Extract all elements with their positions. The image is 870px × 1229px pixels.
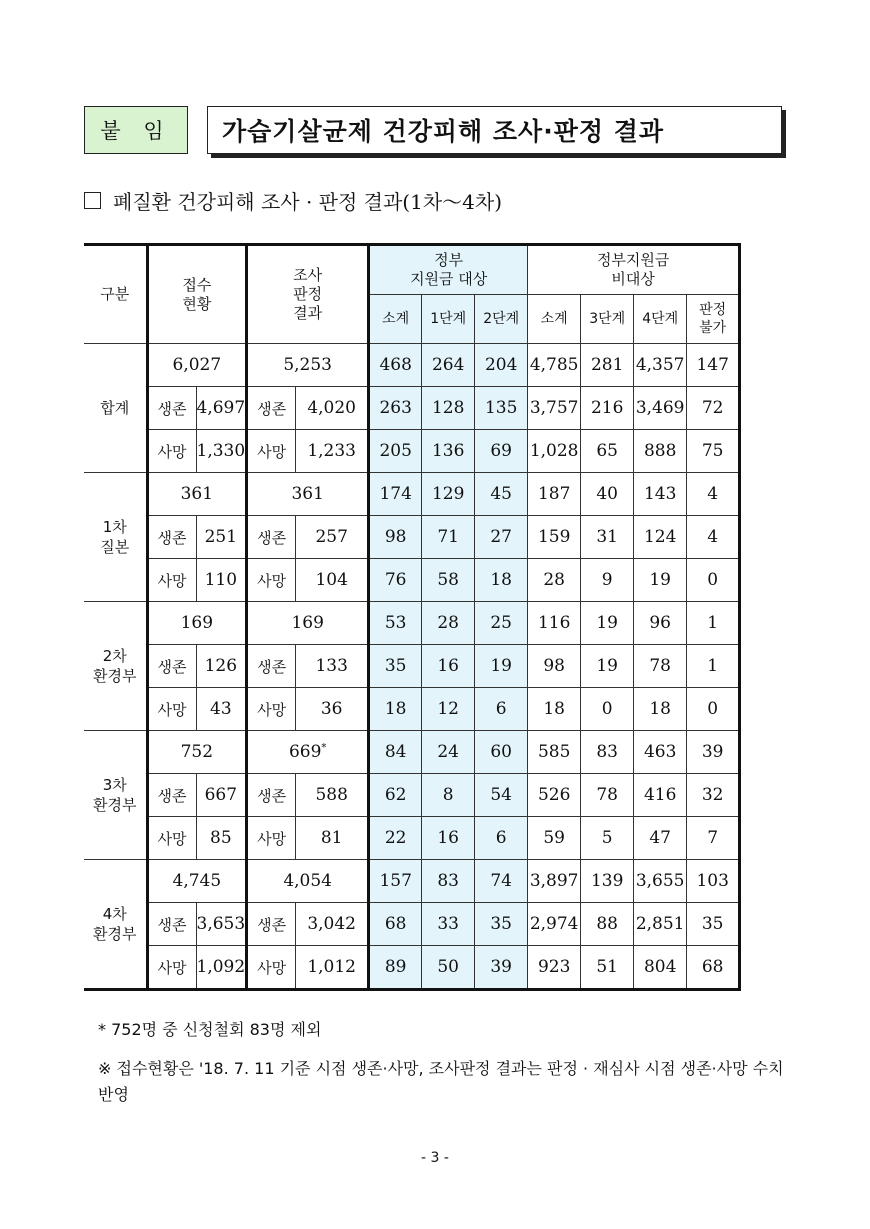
reception-total: 169 [147,602,247,645]
header-subtotal-non: 소계 [528,295,581,344]
non-stage4: 463 [634,731,687,774]
survive-label: 생존 [147,774,196,817]
support-stage1: 128 [422,387,475,430]
support-stage1: 28 [422,602,475,645]
non-stage3: 216 [581,387,634,430]
support-subtotal: 68 [369,903,422,946]
reception-survive: 251 [196,516,247,559]
non-subtotal: 1,028 [528,430,581,473]
non-stage3: 281 [581,344,634,387]
investigation-death: 36 [296,688,369,731]
investigation-survive: 3,042 [296,903,369,946]
page-number: - 3 - [421,1150,449,1166]
death-label: 사망 [147,946,196,990]
non-stage3: 19 [581,602,634,645]
reception-survive: 3,653 [196,903,247,946]
support-subtotal: 76 [369,559,422,602]
non-stage3: 65 [581,430,634,473]
death-label: 사망 [247,688,296,731]
support-subtotal: 98 [369,516,422,559]
support-stage2: 6 [475,688,528,731]
death-label: 사망 [247,946,296,990]
support-stage1: 33 [422,903,475,946]
non-stage3: 83 [581,731,634,774]
table-row [84,559,740,602]
table-row [84,817,740,860]
table-row [84,903,740,946]
support-stage2: 74 [475,860,528,903]
non-stage3: 88 [581,903,634,946]
non-stage4: 47 [634,817,687,860]
non-undetermined: 32 [687,774,740,817]
non-subtotal: 59 [528,817,581,860]
reception-total: 752 [147,731,247,774]
non-undetermined: 147 [687,344,740,387]
support-subtotal: 89 [369,946,422,990]
support-subtotal: 62 [369,774,422,817]
non-stage3: 19 [581,645,634,688]
investigation-survive: 257 [296,516,369,559]
non-undetermined: 103 [687,860,740,903]
table-row [84,860,740,903]
header-stage1: 1단계 [422,295,475,344]
header-non-support: 정부지원금 비대상 [528,245,740,295]
reception-total: 361 [147,473,247,516]
survive-label: 생존 [247,516,296,559]
non-stage4: 124 [634,516,687,559]
investigation-survive: 133 [296,645,369,688]
table-row [84,688,740,731]
non-stage4: 3,655 [634,860,687,903]
support-stage1: 24 [422,731,475,774]
reception-survive: 667 [196,774,247,817]
investigation-death: 81 [296,817,369,860]
non-subtotal: 3,757 [528,387,581,430]
header-reception: 접수 현황 [147,245,247,344]
death-label: 사망 [147,430,196,473]
survive-label: 생존 [147,387,196,430]
survive-label: 생존 [247,645,296,688]
investigation-total: 669* [247,731,369,774]
non-undetermined: 7 [687,817,740,860]
death-label: 사망 [147,559,196,602]
support-stage2: 6 [475,817,528,860]
table-row [84,344,740,387]
support-stage1: 12 [422,688,475,731]
reception-death: 43 [196,688,247,731]
death-label: 사망 [147,817,196,860]
support-subtotal: 263 [369,387,422,430]
support-stage2: 54 [475,774,528,817]
non-stage3: 51 [581,946,634,990]
non-stage4: 3,469 [634,387,687,430]
non-stage4: 78 [634,645,687,688]
table-row [84,731,740,774]
reception-death: 110 [196,559,247,602]
non-stage3: 9 [581,559,634,602]
investigation-death: 1,012 [296,946,369,990]
survive-label: 생존 [247,387,296,430]
support-stage2: 69 [475,430,528,473]
investigation-survive: 588 [296,774,369,817]
non-subtotal: 585 [528,731,581,774]
table-row [84,602,740,645]
non-subtotal: 4,785 [528,344,581,387]
support-stage2: 25 [475,602,528,645]
death-label: 사망 [247,817,296,860]
reception-total: 6,027 [147,344,247,387]
death-label: 사망 [247,430,296,473]
support-subtotal: 18 [369,688,422,731]
header-stage4: 4단계 [634,295,687,344]
non-stage4: 19 [634,559,687,602]
support-stage2: 18 [475,559,528,602]
group-label: 합계 [84,344,147,473]
non-undetermined: 1 [687,645,740,688]
support-subtotal: 174 [369,473,422,516]
support-stage2: 135 [475,387,528,430]
non-undetermined: 35 [687,903,740,946]
header-stage3: 3단계 [581,295,634,344]
reception-death: 85 [196,817,247,860]
support-stage1: 129 [422,473,475,516]
non-subtotal: 187 [528,473,581,516]
non-undetermined: 4 [687,516,740,559]
non-subtotal: 2,974 [528,903,581,946]
table-row [84,516,740,559]
support-subtotal: 205 [369,430,422,473]
table-row [84,387,740,430]
death-label: 사망 [147,688,196,731]
non-subtotal: 28 [528,559,581,602]
section-heading-text: 폐질환 건강피해 조사 · 판정 결과(1차～4차) [113,190,502,214]
group-label: 3차 환경부 [84,731,147,860]
support-stage1: 83 [422,860,475,903]
support-subtotal: 53 [369,602,422,645]
non-stage4: 96 [634,602,687,645]
table-row [84,430,740,473]
non-stage4: 2,851 [634,903,687,946]
checkbox-square-icon [84,192,101,209]
non-stage3: 0 [581,688,634,731]
non-undetermined: 72 [687,387,740,430]
section-heading [84,186,502,215]
support-subtotal: 84 [369,731,422,774]
non-stage3: 31 [581,516,634,559]
survive-label: 생존 [247,903,296,946]
non-subtotal: 526 [528,774,581,817]
footnote-mark: * [321,742,327,754]
header-stage2: 2단계 [475,295,528,344]
non-undetermined: 75 [687,430,740,473]
support-subtotal: 157 [369,860,422,903]
group-label: 1차 질본 [84,473,147,602]
support-stage2: 39 [475,946,528,990]
support-subtotal: 468 [369,344,422,387]
non-subtotal: 116 [528,602,581,645]
table-row [84,774,740,817]
table-row [84,645,740,688]
survive-label: 생존 [147,516,196,559]
non-stage3: 40 [581,473,634,516]
reception-death: 1,330 [196,430,247,473]
attachment-tag: 붙 임 [84,106,188,154]
non-undetermined: 0 [687,559,740,602]
non-stage4: 18 [634,688,687,731]
survive-label: 생존 [247,774,296,817]
reception-death: 1,092 [196,946,247,990]
survive-label: 생존 [147,903,196,946]
non-stage4: 4,357 [634,344,687,387]
support-stage1: 136 [422,430,475,473]
non-undetermined: 1 [687,602,740,645]
results-table [84,243,741,991]
non-subtotal: 923 [528,946,581,990]
non-stage3: 5 [581,817,634,860]
footnote-basis: ※ 접수현황은 '18. 7. 11 기준 시점 생존·사망, 조사판정 결과는 판정 · 재심사 시점 생존·사망 수치 반영 [98,1059,784,1104]
reception-total: 4,745 [147,860,247,903]
header-investigation: 조사 판정 결과 [247,245,369,344]
investigation-total: 361 [247,473,369,516]
non-stage3: 139 [581,860,634,903]
non-stage4: 804 [634,946,687,990]
support-subtotal: 22 [369,817,422,860]
non-stage4: 143 [634,473,687,516]
support-stage2: 45 [475,473,528,516]
reception-survive: 4,697 [196,387,247,430]
investigation-total: 5,253 [247,344,369,387]
support-stage2: 60 [475,731,528,774]
support-stage2: 27 [475,516,528,559]
non-subtotal: 18 [528,688,581,731]
investigation-death: 1,233 [296,430,369,473]
investigation-total: 4,054 [247,860,369,903]
non-subtotal: 3,897 [528,860,581,903]
survive-label: 생존 [147,645,196,688]
death-label: 사망 [247,559,296,602]
investigation-survive: 4,020 [296,387,369,430]
support-subtotal: 35 [369,645,422,688]
group-label: 4차 환경부 [84,860,147,990]
investigation-total: 169 [247,602,369,645]
support-stage2: 35 [475,903,528,946]
non-stage4: 888 [634,430,687,473]
footnote-withdrawal: * 752명 중 신청철회 83명 제외 [98,1020,322,1039]
support-stage1: 16 [422,645,475,688]
non-undetermined: 0 [687,688,740,731]
support-stage1: 264 [422,344,475,387]
non-subtotal: 159 [528,516,581,559]
header-undetermined: 판정 불가 [687,295,740,344]
investigation-death: 104 [296,559,369,602]
support-stage1: 50 [422,946,475,990]
support-stage1: 71 [422,516,475,559]
non-undetermined: 39 [687,731,740,774]
non-stage3: 78 [581,774,634,817]
non-subtotal: 98 [528,645,581,688]
support-stage2: 19 [475,645,528,688]
non-undetermined: 68 [687,946,740,990]
non-stage4: 416 [634,774,687,817]
support-stage1: 8 [422,774,475,817]
document-title: 가습기살균제 건강피해 조사·판정 결과 [207,106,782,154]
support-stage2: 204 [475,344,528,387]
non-undetermined: 4 [687,473,740,516]
table-row [84,473,740,516]
header-category: 구분 [84,245,147,344]
header-subtotal-support: 소계 [369,295,422,344]
group-label: 2차 환경부 [84,602,147,731]
table-row [84,946,740,990]
support-stage1: 58 [422,559,475,602]
reception-survive: 126 [196,645,247,688]
header-gov-support: 정부 지원금 대상 [369,245,528,295]
support-stage1: 16 [422,817,475,860]
